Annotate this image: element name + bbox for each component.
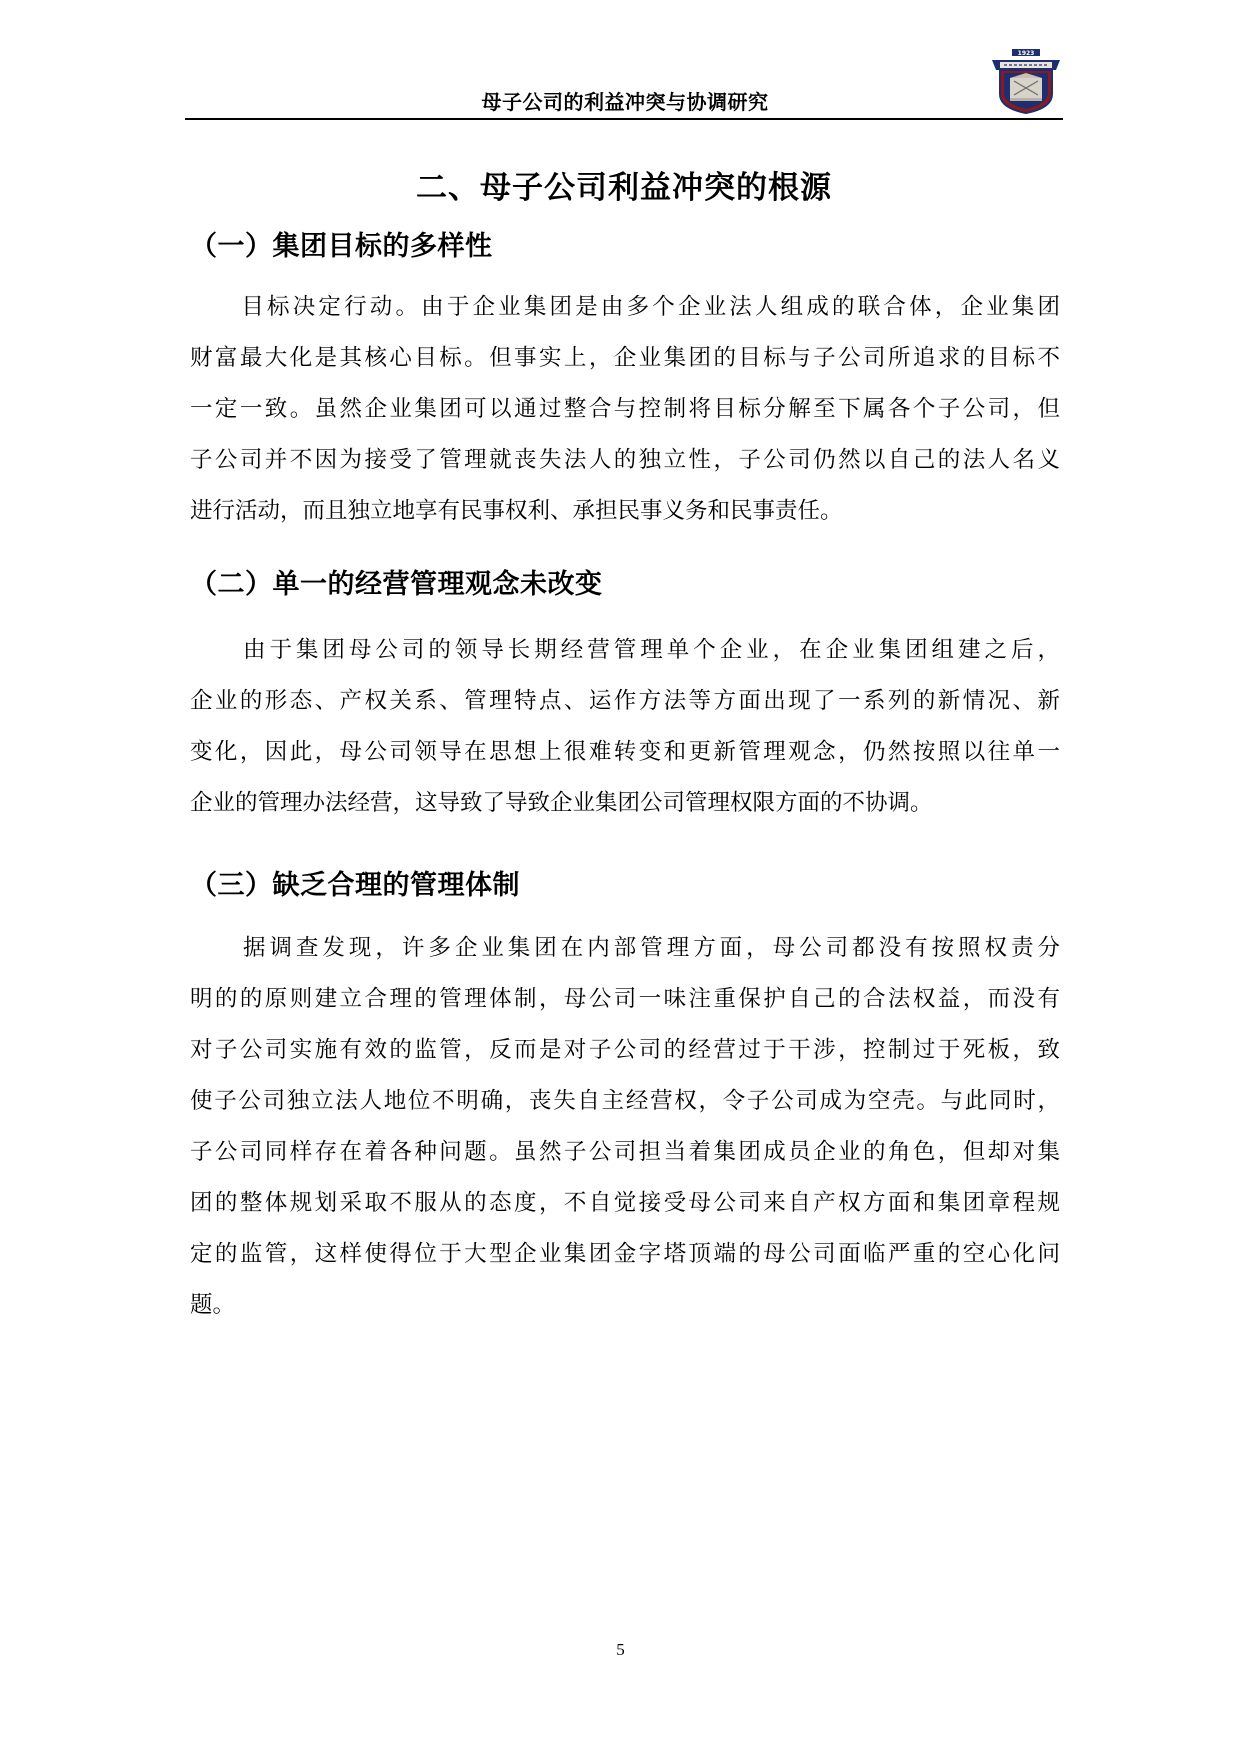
page-number: 5 (616, 1640, 625, 1659)
paragraph-line: 进行活动，而且独立地享有民事权利、承担民事义务和民事责任。 (190, 498, 843, 524)
header-divider (185, 118, 1063, 120)
paragraph-line: 目标决定行动。由于企业集团是由多个企业法人组成的联合体，企业集团 (190, 294, 1060, 320)
paragraph-line: 对子公司实施有效的监管，反而是对子公司的经营过于干涉，控制过于死板，致 (190, 1037, 1060, 1063)
section-1-paragraph (190, 282, 1060, 537)
paragraph-line: 由于集团母公司的领导长期经营管理单个企业，在企业集团组建之后， (190, 637, 1060, 663)
paragraph-line: 财富最大化是其核心目标。但事实上，企业集团的目标与子公司所追求的目标不 (190, 345, 1060, 371)
paragraph-line: 企业的管理办法经营，这导致了导致企业集团公司管理权限方面的不协调。 (190, 790, 933, 816)
paragraph-line: 题。 (190, 1292, 236, 1318)
paragraph-line: 一定一致。虽然企业集团可以通过整合与控制将目标分解至下属各个子公司，但 (190, 396, 1060, 422)
paragraph-line: 变化，因此，母公司领导在思想上很难转变和更新管理观念，仍然按照以往单一 (190, 739, 1060, 765)
section-heading-3: （三）缺乏合理的管理体制 (190, 870, 520, 901)
paragraph-line: 定的监管，这样使得位于大型企业集团金字塔顶端的母公司面临严重的空心化问 (190, 1241, 1060, 1267)
section-heading-1: （一）集团目标的多样性 (190, 231, 493, 262)
paragraph-line: 使子公司独立法人地位不明确，丧失自主经营权，令子公司成为空壳。与此同时， (190, 1088, 1060, 1114)
section-3-paragraph (190, 923, 1060, 1331)
paragraph-line: 团的整体规划采取不服从的态度，不自觉接受母公司来自产权方面和集团章程规 (190, 1190, 1060, 1216)
running-header-title: 母子公司的利益冲突与协调研究 (481, 90, 769, 114)
section-heading-2: （二）单一的经营管理观念未改变 (190, 569, 603, 600)
section-2-paragraph (190, 625, 1060, 829)
svg-text:1923: 1923 (1017, 50, 1035, 57)
paragraph-line: 子公司并不因为接受了管理就丧失法人的独立性，子公司仍然以自己的法人名义 (190, 447, 1060, 473)
paragraph-line: 明的的原则建立合理的管理体制，母公司一味注重保护自己的合法权益，而没有 (190, 986, 1060, 1012)
chapter-title: 二、母子公司利益冲突的根源 (416, 170, 832, 206)
paragraph-line: 据调查发现，许多企业集团在内部管理方面，母公司都没有按照权责分 (190, 935, 1060, 961)
paragraph-line: 子公司同样存在着各种问题。虽然子公司担当着集团成员企业的角色，但却对集 (190, 1139, 1060, 1165)
paragraph-line: 企业的形态、产权关系、管理特点、运作方法等方面出现了一系列的新情况、新 (190, 688, 1060, 714)
